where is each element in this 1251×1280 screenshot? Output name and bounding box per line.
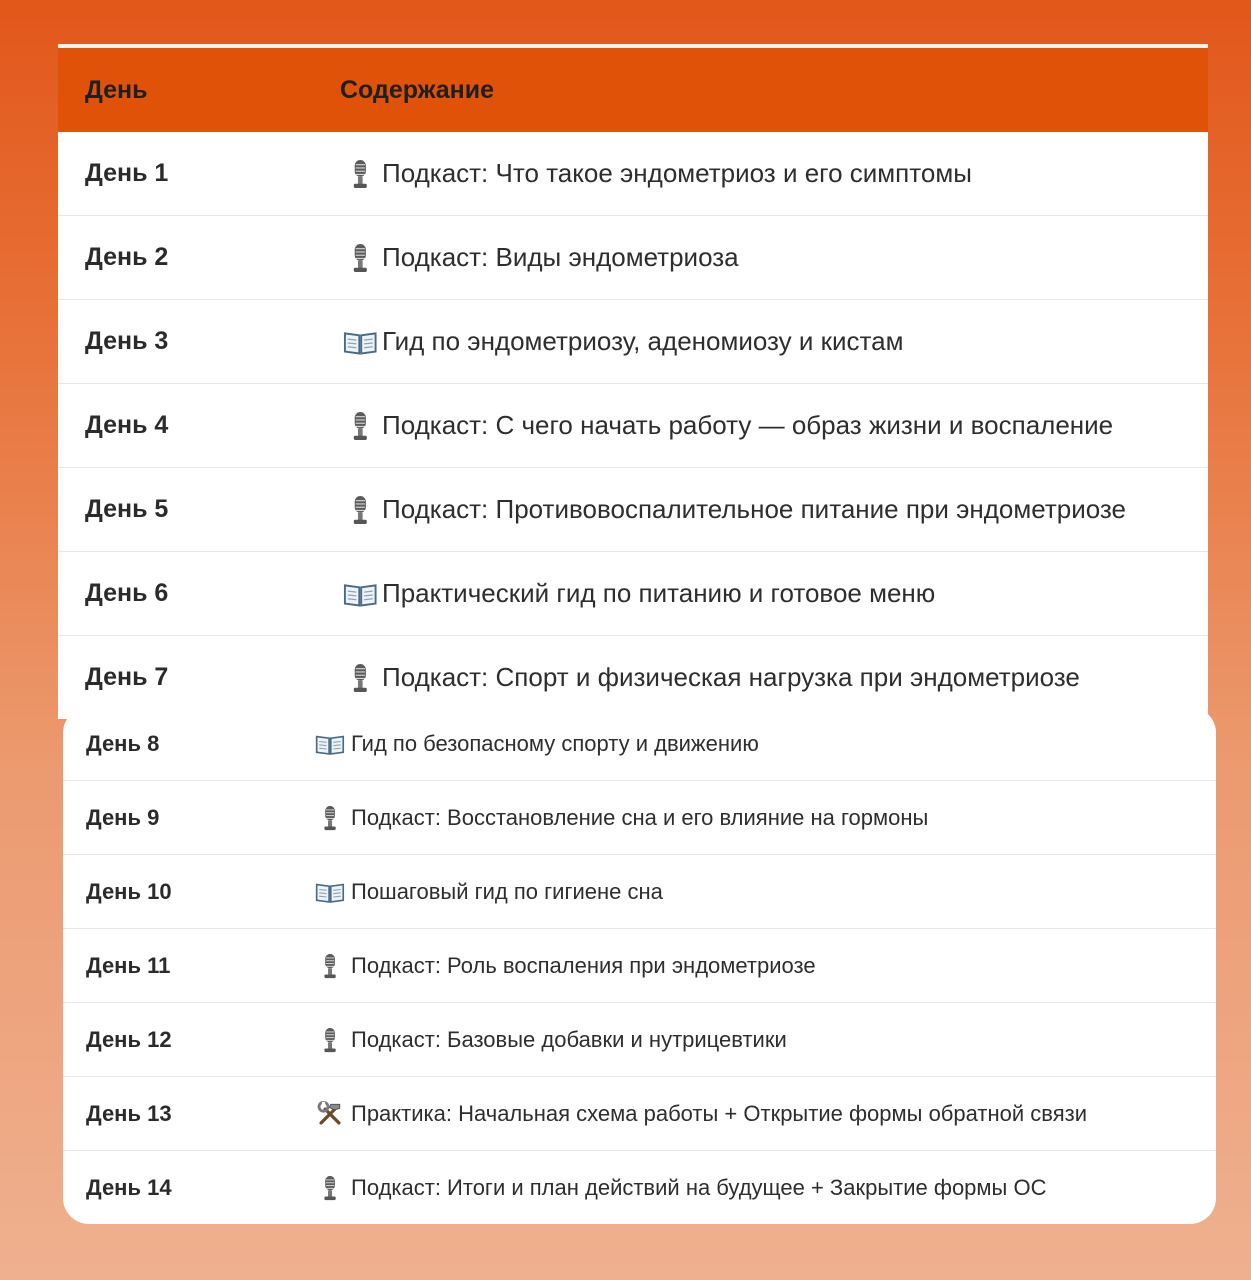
book-icon: [313, 879, 347, 905]
content-text: Подкаст: Роль воспаления при эндометриозе: [351, 952, 816, 978]
schedule-table-days-8-14: [63, 707, 1216, 1224]
table-row: [58, 384, 1208, 468]
table-row: [63, 1003, 1216, 1077]
table-row: [63, 707, 1216, 781]
day-label: День 7: [85, 663, 169, 691]
table-row: [63, 781, 1216, 855]
content-text: Практический гид по питанию и готовое меню: [382, 578, 936, 608]
table-row: [63, 929, 1216, 1003]
book-icon: [340, 327, 380, 357]
table-row: [58, 300, 1208, 384]
microphone-icon: [313, 953, 347, 979]
content-cell: [340, 494, 1126, 525]
microphone-icon: [340, 159, 380, 189]
table-row: [58, 216, 1208, 300]
content-text: Пошаговый гид по гигиене сна: [351, 878, 663, 904]
content-cell: [313, 953, 816, 979]
microphone-icon: [340, 243, 380, 273]
book-icon: [313, 731, 347, 757]
content-cell: [340, 326, 904, 357]
content-text: Подкаст: Итоги и план действий на будущее + Закрытие формы ОС: [351, 1174, 1047, 1200]
day-label: День 12: [86, 1026, 172, 1052]
day-label: День 3: [85, 327, 169, 355]
header-day: День: [85, 75, 148, 104]
content-text: Подкаст: Что такое эндометриоз и его симптомы: [382, 158, 972, 188]
content-text: Гид по безопасному спорту и движению: [351, 730, 759, 756]
content-cell: [340, 662, 1080, 693]
microphone-icon: [313, 805, 347, 831]
table-header: [58, 48, 1208, 132]
content-cell: [313, 1175, 1046, 1201]
content-cell: [340, 410, 1113, 441]
content-cell: [313, 1101, 1087, 1127]
table-row: [63, 1151, 1216, 1224]
microphone-icon: [340, 495, 380, 525]
content-cell: [340, 242, 739, 273]
table-row: [63, 1077, 1216, 1151]
content-cell: [340, 158, 972, 189]
content-text: Гид по эндометриозу, аденомиозу и кистам: [382, 326, 904, 356]
microphone-icon: [313, 1175, 347, 1201]
day-label: День 2: [85, 243, 169, 271]
content-text: Подкаст: Виды эндометриоза: [382, 242, 739, 272]
day-label: День 10: [86, 878, 172, 904]
day-label: День 9: [86, 804, 160, 830]
content-cell: [313, 805, 928, 831]
content-text: Подкаст: С чего начать работу — образ жизни и воспаление: [382, 410, 1114, 440]
content-text: Подкаст: Противовоспалительное питание при эндометриозе: [382, 494, 1127, 524]
day-label: День 1: [85, 159, 169, 187]
table-row: [58, 552, 1208, 636]
table-row: [58, 468, 1208, 552]
microphone-icon: [340, 411, 380, 441]
tools-icon: [313, 1101, 347, 1127]
day-label: День 6: [85, 579, 169, 607]
day-label: День 14: [86, 1174, 172, 1200]
microphone-icon: [340, 663, 380, 693]
table-row: [58, 132, 1208, 216]
content-text: Подкаст: Базовые добавки и нутрицевтики: [351, 1026, 787, 1052]
day-label: День 8: [86, 730, 160, 756]
book-icon: [340, 579, 380, 609]
content-cell: [313, 879, 663, 905]
content-cell: [313, 1027, 787, 1053]
content-text: Подкаст: Восстановление сна и его влияние на гормоны: [351, 804, 929, 830]
day-label: День 4: [85, 411, 169, 439]
content-cell: [340, 578, 935, 609]
content-text: Практика: Начальная схема работы + Открытие формы обратной связи: [351, 1100, 1087, 1126]
day-label: День 5: [85, 495, 169, 523]
microphone-icon: [313, 1027, 347, 1053]
schedule-table-days-1-7: [58, 44, 1208, 719]
content-text: Подкаст: Спорт и физическая нагрузка при эндометриозе: [382, 662, 1080, 692]
header-content: Содержание: [340, 75, 495, 104]
content-cell: [313, 731, 759, 757]
day-label: День 11: [86, 952, 171, 978]
day-label: День 13: [86, 1100, 172, 1126]
table-row: [63, 855, 1216, 929]
